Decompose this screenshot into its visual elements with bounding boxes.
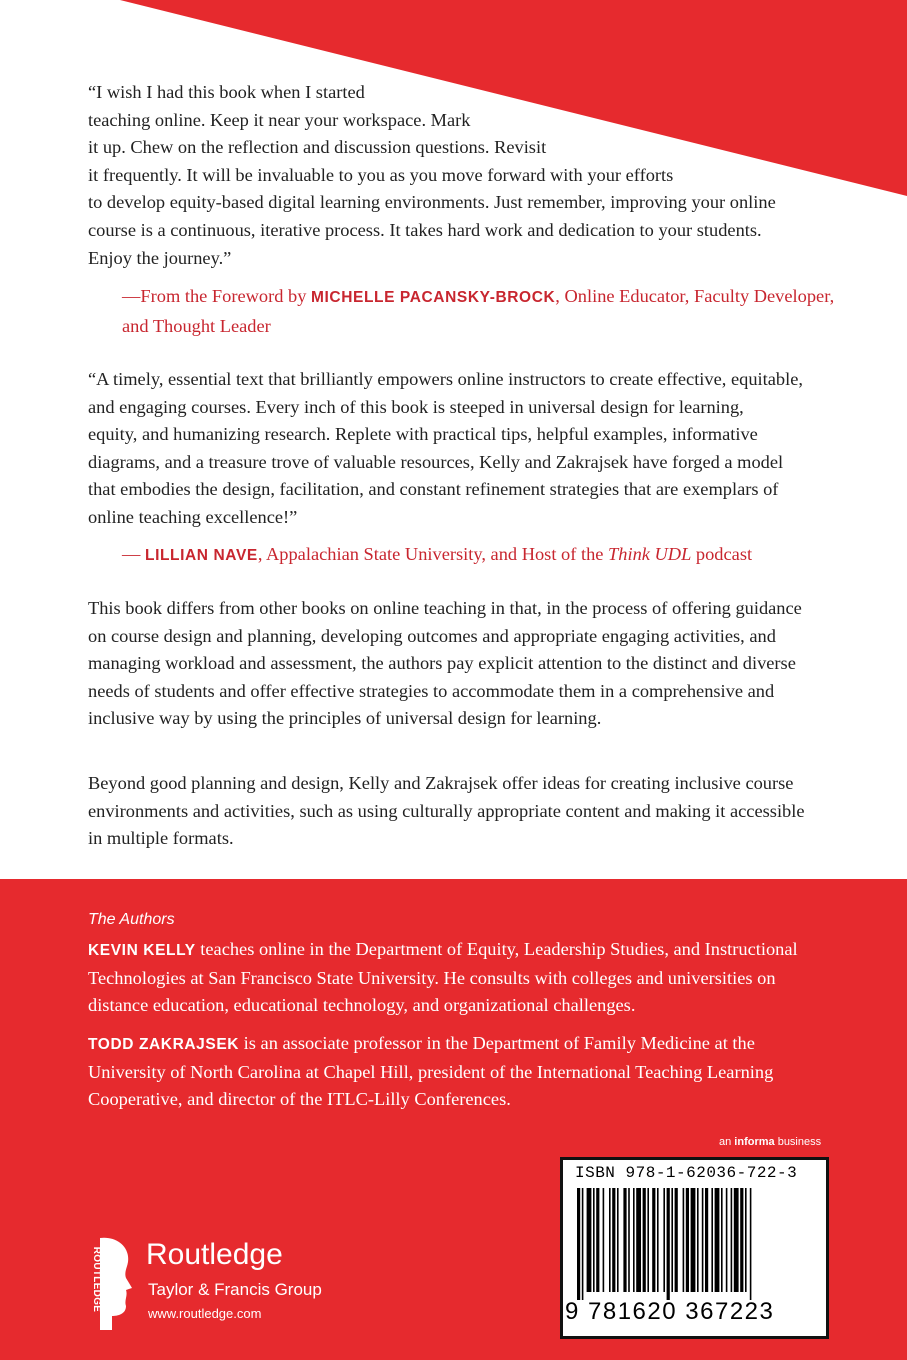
- bio-line: is an associate professor in the Department of Family Medicine at the: [239, 1033, 755, 1053]
- barcode-bar: [721, 1188, 723, 1292]
- barcode-bar: [577, 1188, 580, 1300]
- desc-line: needs of students and offer effective strategies to accommodate them in a comprehensive and: [88, 680, 775, 701]
- routledge-vertical-text: ROUTLEDGE: [91, 1246, 103, 1313]
- barcode-bar: [686, 1188, 689, 1292]
- quote-line: and engaging courses. Every inch of this book is steeped in universal design for learning,: [88, 396, 744, 417]
- author-name: KEVIN KELLY: [88, 942, 196, 959]
- barcode-bar: [731, 1188, 733, 1292]
- quote-line: equity, and humanizing research. Replete with practical tips, helpful examples, informative: [88, 424, 758, 445]
- quote-line: that embodies the design, facilitation, and constant refinement strategies that are exemplars of: [88, 479, 779, 500]
- barcode-bar: [691, 1188, 696, 1292]
- barcode-bar: [671, 1188, 673, 1292]
- desc-line: in multiple formats.: [88, 828, 234, 849]
- quote-line: to develop equity-based digital learning environments. Just remember, improving your online: [88, 192, 776, 213]
- barcode-bar: [633, 1188, 635, 1292]
- attrib-name: MICHELLE PACANSKY-BROCK: [311, 289, 556, 306]
- quote-line: online teaching excellence!”: [88, 506, 298, 527]
- barcode-bar: [702, 1188, 704, 1292]
- attrib-prefix: —From the Foreword by: [122, 286, 311, 306]
- description-paragraph-2: [88, 770, 848, 853]
- barcode-bar: [593, 1188, 595, 1292]
- barcode-bar: [587, 1188, 592, 1292]
- barcode-bar: [715, 1188, 720, 1292]
- informa-suffix: business: [774, 1136, 822, 1148]
- desc-line: inclusive way by using the principles of universal design for learning.: [88, 708, 602, 729]
- desc-line: environments and activities, such as using culturally appropriate content and making it accessible: [88, 800, 805, 821]
- barcode-bars: [575, 1188, 815, 1300]
- attrib-name: LILLIAN NAVE: [145, 547, 258, 564]
- barcode-bar: [726, 1188, 728, 1292]
- barcode-bar: [675, 1188, 678, 1292]
- barcode-bar: [697, 1188, 699, 1292]
- publisher-name: Routledge: [146, 1238, 283, 1271]
- quote-line: teaching online. Keep it near your workspace. Mark: [88, 109, 471, 130]
- author-name: TODD ZAKRAJSEK: [88, 1036, 240, 1053]
- barcode-bar: [745, 1188, 747, 1292]
- barcode-bar: [582, 1188, 584, 1300]
- author-bio-kelly: [88, 936, 828, 1020]
- desc-line: managing workload and assessment, the authors pay explicit attention to the distinct and diverse: [88, 653, 796, 674]
- attrib-suffix-line2: and Thought Leader: [122, 316, 271, 336]
- barcode-bar: [647, 1188, 649, 1292]
- barcode-bar: [603, 1188, 605, 1292]
- quote-line: “I wish I had this book when I started: [88, 82, 365, 102]
- publisher-logo: [86, 1232, 346, 1342]
- quote-line: course is a continuous, iterative process. It takes hard work and dedication to your students.: [88, 219, 762, 240]
- barcode-bar: [740, 1188, 743, 1292]
- attrib-suffix: , Online Educator, Faculty Developer,: [555, 286, 835, 306]
- desc-line: This book differs from other books on online teaching in that, in the process of offering guidance: [88, 598, 802, 618]
- quote-line: diagrams, and a treasure trove of valuable resources, Kelly and Zakrajsek have forged a model: [88, 451, 784, 472]
- barcode-bar: [636, 1188, 641, 1292]
- quote-line: Enjoy the journey.”: [88, 247, 232, 268]
- bio-line: Cooperative, and director of the ITLC-Lilly Conferences.: [88, 1089, 511, 1110]
- isbn-barcode: [560, 1157, 829, 1339]
- barcode-digits: 9 781620 367223: [565, 1298, 775, 1325]
- bio-line: University of North Carolina at Chapel Hill, president of the International Teaching Learning: [88, 1061, 774, 1082]
- barcode-bar: [734, 1188, 739, 1292]
- quote-line: it frequently. It will be invaluable to you as you move forward with your efforts: [88, 164, 674, 185]
- desc-line: on course design and planning, developing outcomes and appropriate engaging activities, and: [88, 625, 776, 646]
- desc-line: Beyond good planning and design, Kelly and Zakrajsek offer ideas for creating inclusive course: [88, 773, 794, 793]
- barcode-bar: [628, 1188, 630, 1292]
- barcode-bar: [705, 1188, 708, 1292]
- quote-line: “A timely, essential text that brilliantly empowers online instructors to create effective, equitable,: [88, 369, 803, 389]
- foreword-quote: [88, 79, 848, 272]
- attrib-middle: , Appalachian State University, and Host of the: [257, 544, 609, 564]
- barcode-bar: [596, 1188, 599, 1292]
- barcode-bar: [652, 1188, 655, 1292]
- barcode-bar: [643, 1188, 646, 1292]
- foreword-attribution: [122, 282, 834, 340]
- endorsement-quote: [88, 366, 848, 532]
- attrib-prefix: —: [122, 544, 145, 564]
- barcode-bar: [609, 1188, 611, 1292]
- informa-prefix: an: [719, 1136, 735, 1148]
- quote-line: it up. Chew on the reflection and discussion questions. Revisit: [88, 137, 547, 158]
- isbn-label: ISBN 978-1-62036-722-3: [575, 1164, 798, 1182]
- barcode-bar: [667, 1188, 670, 1300]
- podcast-title: Think UDL: [608, 544, 692, 564]
- informa-tagline: [719, 1136, 821, 1148]
- description-paragraph-1: [88, 595, 848, 733]
- attrib-suffix: podcast: [691, 544, 753, 564]
- bio-line: distance education, educational technology, and organizational challenges.: [88, 995, 636, 1016]
- bio-line: teaches online in the Department of Equity, Leadership Studies, and Instructional: [195, 939, 798, 959]
- endorsement-attribution: [122, 540, 752, 570]
- barcode-bar: [612, 1188, 615, 1292]
- publisher-url: www.routledge.com: [148, 1306, 262, 1321]
- barcode-bar: [750, 1188, 752, 1300]
- author-bio-zakrajsek: [88, 1030, 828, 1114]
- barcode-bar: [663, 1188, 665, 1292]
- informa-brand: informa: [734, 1136, 775, 1148]
- barcode-bar: [683, 1188, 685, 1292]
- barcode-bar: [623, 1188, 626, 1292]
- barcode-bar: [657, 1188, 659, 1292]
- bio-line: Technologies at San Francisco State University. He consults with colleges and universities on: [88, 967, 776, 988]
- barcode-bar: [711, 1188, 713, 1292]
- publisher-group: Taylor & Francis Group: [148, 1280, 322, 1299]
- barcode-bar: [617, 1188, 619, 1292]
- authors-heading: The Authors: [88, 911, 175, 928]
